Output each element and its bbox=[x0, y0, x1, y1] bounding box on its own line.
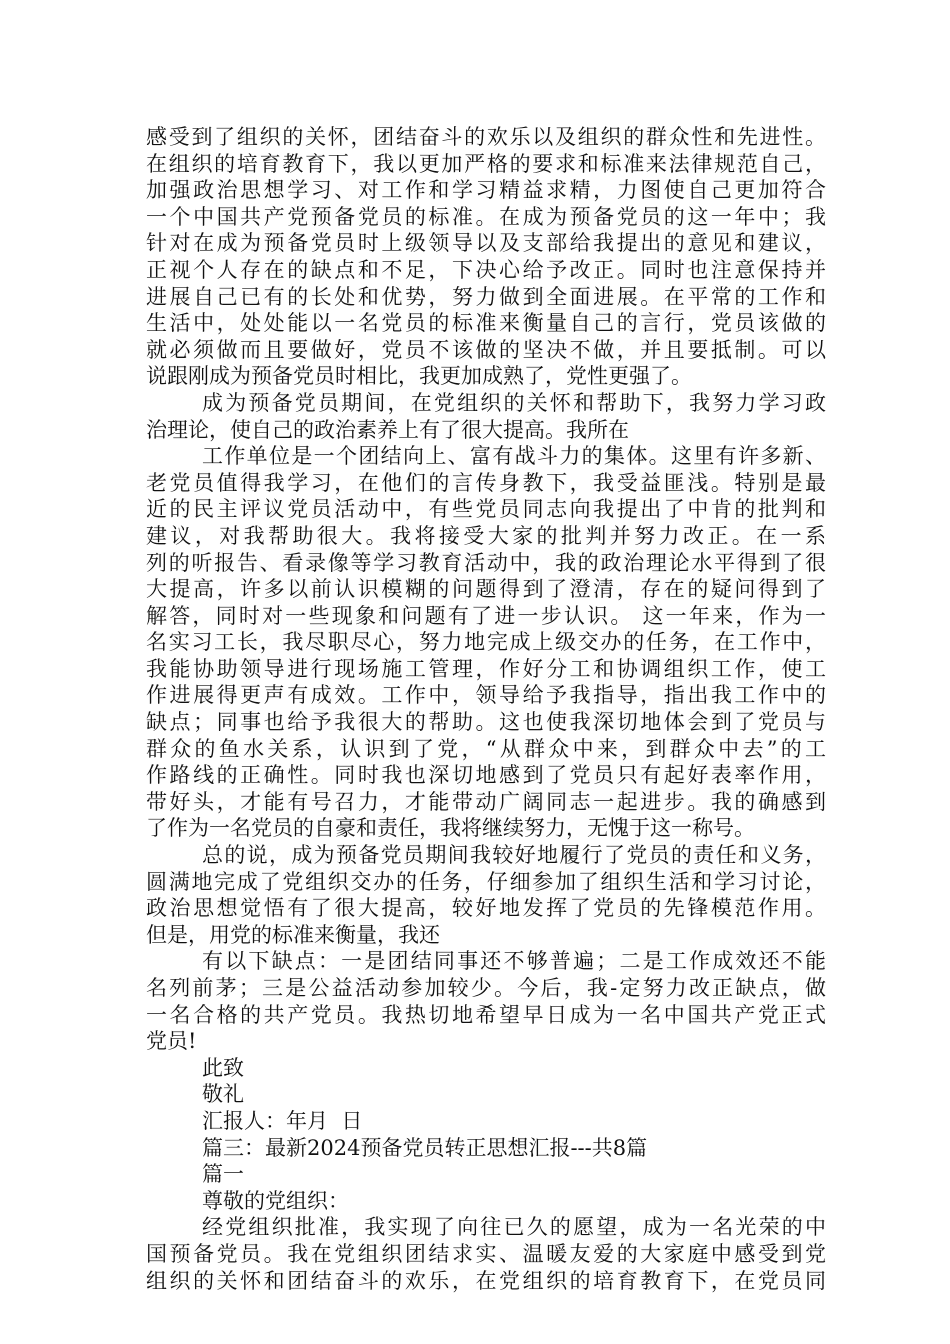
text-line: 治理论，使自己的政治素养上有了很大提高。我所在 bbox=[146, 417, 629, 442]
text-line: 名列前茅；三是公益活动参加较少。今后，我-定努力改正缺点，做 bbox=[146, 976, 826, 1000]
text-line: 工作单位是一个团结向上、富有战斗力的集体。这里有许多新、 bbox=[202, 444, 826, 469]
text-line: 针对在成为预备党员时上级领导以及支部给我提出的意见和建议， bbox=[146, 231, 826, 256]
text-line: 但是，用党的标准来衡量，我还 bbox=[146, 922, 440, 947]
text-line: 一名合格的共产党员。我热切地希望早日成为一名中国共产党正式 bbox=[146, 1002, 826, 1027]
text-line: 一个中国共产党预备党员的标准。在成为预备党员的这一年中；我 bbox=[146, 204, 826, 229]
text-line: 近的民主评议党员活动中，有些党员同志向我提出了中肯的批判和 bbox=[146, 497, 826, 522]
text-line: 了作为一名党员的自豪和责任，我将继续努力，无愧于这一称号。 bbox=[146, 816, 755, 841]
text-line: 成为预备党员期间，在党组织的关怀和帮助下，我努力学习政 bbox=[202, 390, 826, 415]
text-line: 篇三：最新2024预备党员转正思想汇报---共8篇 bbox=[202, 1135, 648, 1160]
text-line: 敬礼 bbox=[202, 1082, 244, 1107]
text-line: 正视个人存在的缺点和不足，下决心给予改正。同时也注意保持并 bbox=[146, 257, 826, 282]
text-line: 建议，对我帮助很大。我将接受大家的批判并努力改正。在一系 bbox=[146, 523, 826, 548]
text-line: 列的听报告、看录像等学习教育活动中，我的政治理论水平得到了很 bbox=[146, 550, 826, 575]
text-line: 感受到了组织的关怀，团结奋斗的欢乐以及组织的群众性和先进性。 bbox=[146, 125, 826, 149]
text-line: 此致 bbox=[202, 1055, 244, 1080]
text-line: 加强政治思想学习、对工作和学习精益求精，力图使自己更加符合 bbox=[146, 178, 826, 203]
text-line: 说跟刚成为预备党员时相比，我更加成熟了，党性更强了。 bbox=[146, 364, 692, 389]
text-line: 解答，同时对一些现象和问题有了进一步认识。 这一年来，作为一 bbox=[146, 603, 826, 628]
text-line: 经党组织批准，我实现了向往已久的愿望，成为一名光荣的中 bbox=[202, 1215, 826, 1240]
text-line: 作路线的正确性。同时我也深切地感到了党员只有起好表率作用， bbox=[146, 763, 826, 788]
text-line: 组织的关怀和团结奋斗的欢乐，在党组织的培育教育下，在党员同 bbox=[146, 1268, 826, 1293]
text-line: 带好头，才能有号召力，才能带动广阔同志一起进步。我的确感到 bbox=[146, 789, 826, 814]
text-line: 缺点；同事也给予我很大的帮助。这也使我深切地体会到了党员与 bbox=[146, 710, 826, 735]
text-line: 汇报人：年月 日 bbox=[202, 1108, 363, 1133]
text-line: 总的说，成为预备党员期间我较好地履行了党员的责任和义务， bbox=[202, 843, 826, 868]
text-line: 国预备党员。我在党组织团结求实、温暖友爱的大家庭中感受到党 bbox=[146, 1241, 826, 1266]
text-line: 党员! bbox=[146, 1029, 197, 1054]
text-line: 政治思想觉悟有了很大提高，较好地发挥了党员的先锋模范作用。 bbox=[146, 896, 826, 921]
text-line: 进展自己已有的长处和优势，努力做到全面进展。在平常的工作和 bbox=[146, 284, 826, 309]
text-line: 尊敬的党组织： bbox=[202, 1188, 349, 1213]
text-line: 大提高，许多以前认识模糊的问题得到了澄清，存在的疑问得到了 bbox=[146, 577, 826, 602]
text-line: 篇一 bbox=[202, 1162, 244, 1187]
text-line: 老党员值得我学习，在他们的言传身教下，我受益匪浅。特别是最 bbox=[146, 470, 826, 495]
text-line: 名实习工长，我尽职尽心，努力地完成上级交办的任务，在工作中， bbox=[146, 630, 826, 655]
text-line: 有以下缺点：一是团结同事还不够普遍；二是工作成效还不能 bbox=[202, 949, 826, 974]
text-line: 圆满地完成了党组织交办的任务，仔细参加了组织生活和学习讨论， bbox=[146, 869, 826, 894]
text-line: 在组织的培育教育下，我以更加严格的要求和标准来法律规范自己， bbox=[146, 151, 826, 176]
text-line: 生活中，处处能以一名党员的标准来衡量自己的言行，党员该做的 bbox=[146, 311, 826, 336]
document-body bbox=[146, 124, 826, 1294]
text-line: 就必须做而且要做好，党员不该做的坚决不做，并且要抵制。可以 bbox=[146, 337, 826, 362]
text-line: 我能协助领导进行现场施工管理，作好分工和协调组织工作，使工 bbox=[146, 656, 826, 681]
text-line: 作进展得更声有成效。工作中，领导给予我指导，指出我工作中的 bbox=[146, 683, 826, 708]
text-line: 群众的鱼水关系，认识到了党，“从群众中来，到群众中去”的工 bbox=[146, 736, 826, 761]
